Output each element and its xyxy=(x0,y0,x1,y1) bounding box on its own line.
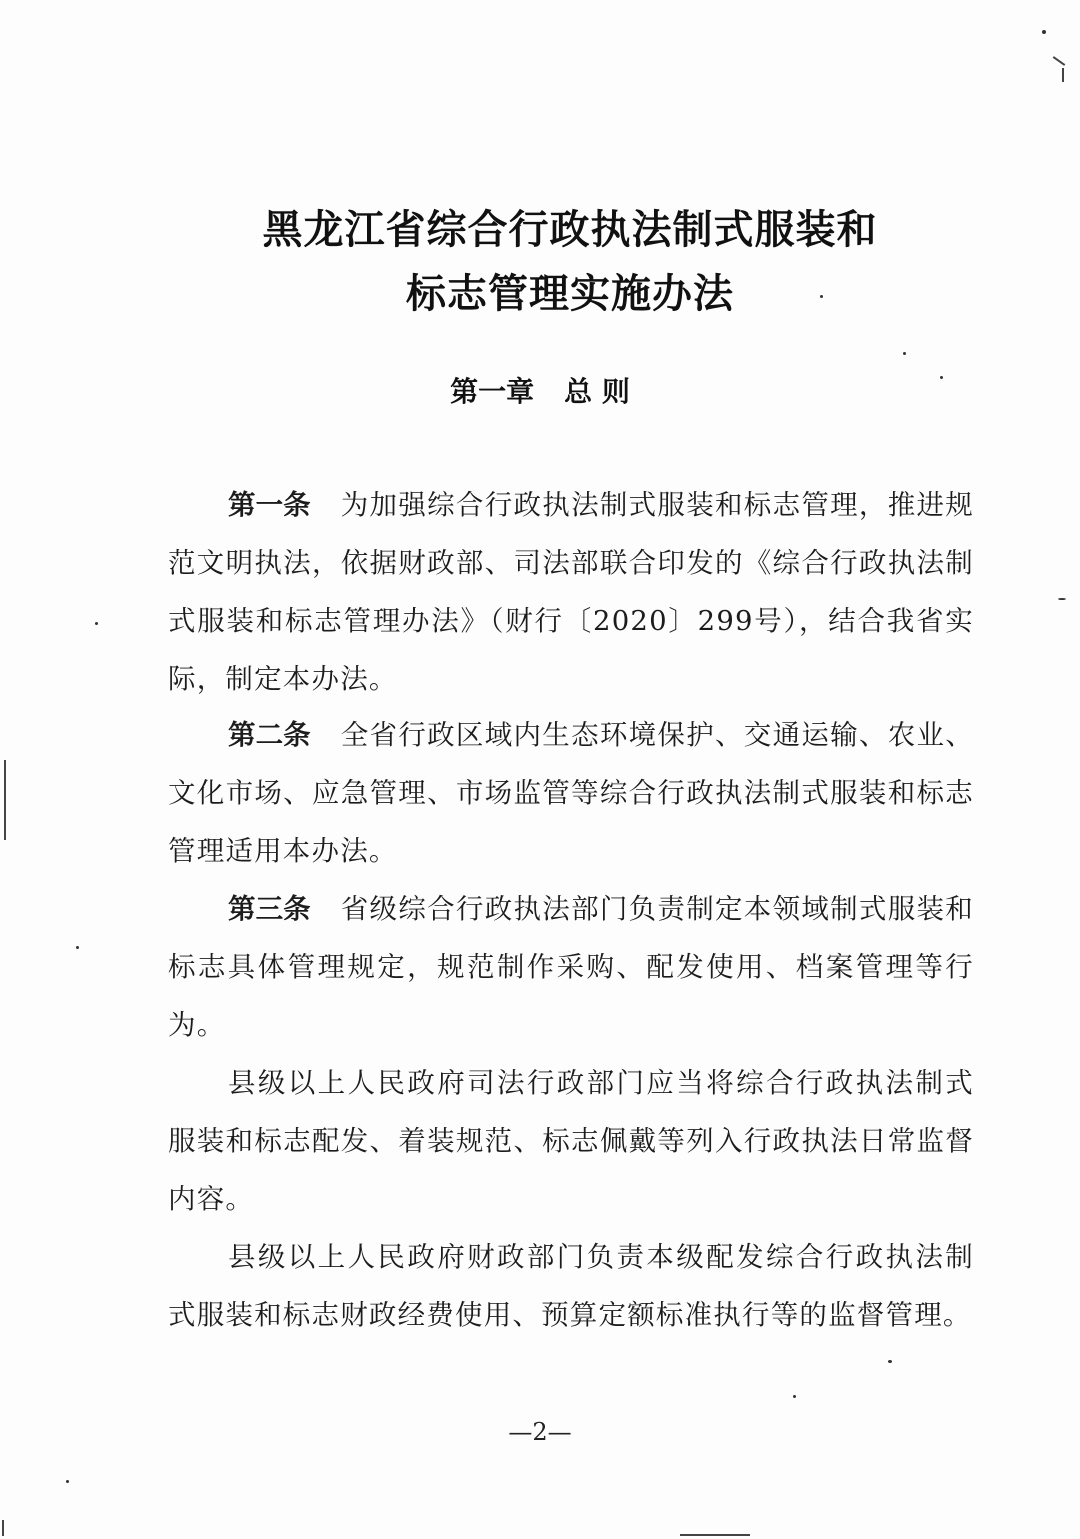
scan-speck xyxy=(793,1395,796,1398)
chapter-name: 总 则 xyxy=(564,375,630,408)
scan-edge-mark xyxy=(2,1520,4,1536)
scan-speck xyxy=(888,1360,892,1363)
article-number: 第一条 xyxy=(228,489,311,521)
document-title-line-2: 标志管理实施办法 xyxy=(406,270,734,317)
scan-speck xyxy=(820,295,823,298)
paragraph-text: 县级以上人民政府财政部门负责本级配发综合行政执法制式服装和标志财政经费使用、预算定额标准执行等的监督管理。 xyxy=(168,1241,974,1331)
chapter-heading xyxy=(0,370,1080,410)
page-number: —2— xyxy=(508,1418,572,1446)
article-paragraph xyxy=(168,880,974,1054)
article-text: 省级综合行政执法部门负责制定本领域制式服装和标志具体管理规定，规范制作采购、配发使用、档案管理等行为。 xyxy=(168,893,974,1041)
body-paragraph xyxy=(168,1054,974,1228)
article-paragraph xyxy=(168,706,974,880)
scan-speck xyxy=(66,1480,69,1483)
scan-mark xyxy=(1053,56,1066,66)
scan-mark xyxy=(1062,68,1064,82)
scan-edge-mark xyxy=(4,760,6,840)
scan-speck xyxy=(1042,30,1046,34)
article-text: 全省行政区域内生态环境保护、交通运输、农业、文化市场、应急管理、市场监管等综合行政执法制式服装和标志管理适用本办法。 xyxy=(168,719,974,867)
scan-speck xyxy=(940,376,943,379)
paragraph-text: 县级以上人民政府司法行政部门应当将综合行政执法制式服装和标志配发、着装规范、标志佩戴等列入行政执法日常监督内容。 xyxy=(168,1067,974,1215)
scan-edge-mark xyxy=(680,1534,750,1536)
article-text: 为加强综合行政执法制式服装和标志管理，推进规范文明执法，依据财政部、司法部联合印发的《综合行政执法制式服装和标志管理办法》（财行〔2020〕299号），结合我省实际，制定本办法。 xyxy=(168,489,974,695)
article-number: 第三条 xyxy=(228,893,311,925)
body-paragraph xyxy=(168,1228,974,1344)
scan-speck xyxy=(95,622,98,625)
scan-speck xyxy=(903,352,906,355)
article-paragraph xyxy=(168,476,974,708)
scan-speck xyxy=(76,946,79,949)
scan-speck xyxy=(1058,598,1066,600)
article-number: 第二条 xyxy=(228,719,311,751)
chapter-number: 第一章 xyxy=(450,375,535,408)
document-title-line-1: 黑龙江省综合行政执法制式服装和 xyxy=(262,206,878,253)
